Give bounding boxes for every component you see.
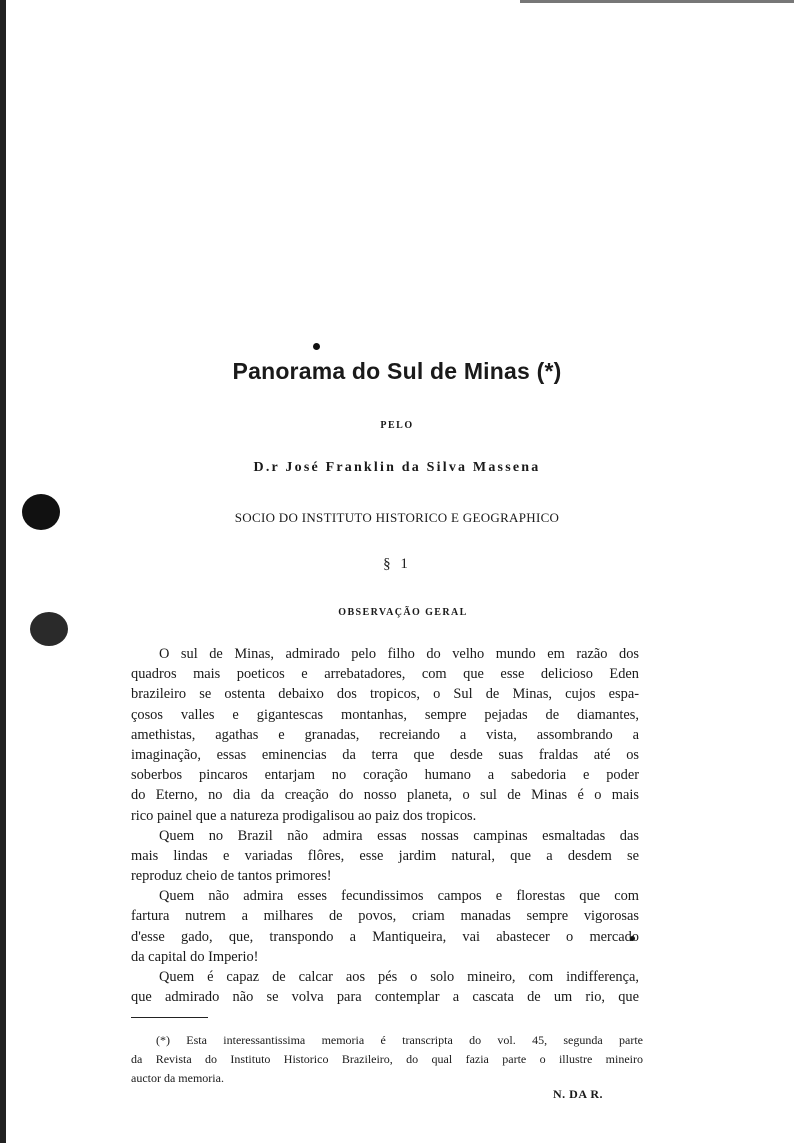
scan-top-edge bbox=[520, 0, 794, 3]
body-line: çosos valles e gigantescas montanhas, sempre pejadas de diamantes, bbox=[131, 706, 639, 723]
body-line: da capital do Imperio! bbox=[131, 948, 259, 965]
footnote-divider bbox=[131, 1017, 208, 1018]
footnote-line: (*) Esta interessantissima memoria é transcripta do vol. 45, segunda parte bbox=[156, 1033, 643, 1047]
byline-label: PELO bbox=[380, 420, 414, 431]
body-line: fartura nutrem a milhares de povos, criam manadas sempre vigorosas bbox=[131, 908, 639, 925]
author-affiliation: SOCIO DO INSTITUTO HISTORICO E GEOGRAPHICO bbox=[234, 510, 560, 525]
body-line: O sul de Minas, admirado pelo filho do velho mundo em razão dos bbox=[159, 646, 639, 662]
footnote-line: da Revista do Instituto Historico Brazileiro, do qual fazia parte o illustre mineiro bbox=[131, 1052, 643, 1066]
footnote-signature: N. DA R. bbox=[553, 1087, 604, 1101]
body-line: brazileiro se ostenta debaixo dos tropicos, o Sul de Minas, cujos espa- bbox=[131, 686, 639, 703]
body-line: do Eterno, no dia da creação do nosso planeta, o sul de Minas é o mais bbox=[131, 787, 639, 804]
body-line: Quem não admira esses fecundissimos campos e florestas que com bbox=[159, 888, 639, 905]
body-line: rico painel que a natureza prodigalisou ao paiz dos tropicos. bbox=[131, 807, 477, 824]
body-line: Quem no Brazil não admira essas nossas campinas esmaltadas das bbox=[159, 827, 639, 844]
body-line: d'esse gado, que, transpondo a Mantiqueira, vai abastecer o mercado bbox=[131, 928, 639, 945]
body-line: soberbos pincaros entarjam no coração humano a sabedoria e poder bbox=[131, 767, 639, 784]
body-line: amethistas, agathas e granadas, recreiando a vista, assombrando a bbox=[131, 726, 639, 743]
section-heading: OBSERVAÇÃO GERAL bbox=[338, 607, 468, 618]
body-line: imaginação, essas eminencias da terra que desde suas fraldas até os bbox=[131, 746, 639, 763]
body-line: mais lindas e variadas flôres, esse jardim natural, que a desdem se bbox=[131, 847, 639, 864]
footnote-line: auctor da memoria. bbox=[131, 1071, 224, 1085]
body-line: reproduz cheio de tantos primores! bbox=[131, 868, 332, 885]
author-name: D.r José Franklin da Silva Massena bbox=[253, 460, 541, 475]
body-line: quadros mais poeticos e arrebatadores, com que esse delicioso Eden bbox=[131, 666, 639, 683]
ink-speck bbox=[313, 343, 320, 350]
body-text bbox=[131, 644, 639, 1007]
footnote bbox=[131, 1031, 643, 1088]
section-mark: § 1 bbox=[383, 556, 411, 572]
document-title: Panorama do Sul de Minas (*) bbox=[232, 358, 562, 384]
body-line: que admirado não se volva para contemplar a cascata de um rio, que bbox=[131, 989, 639, 1006]
body-line: Quem é capaz de calcar aos pés o solo mineiro, com indifferença, bbox=[159, 969, 639, 985]
